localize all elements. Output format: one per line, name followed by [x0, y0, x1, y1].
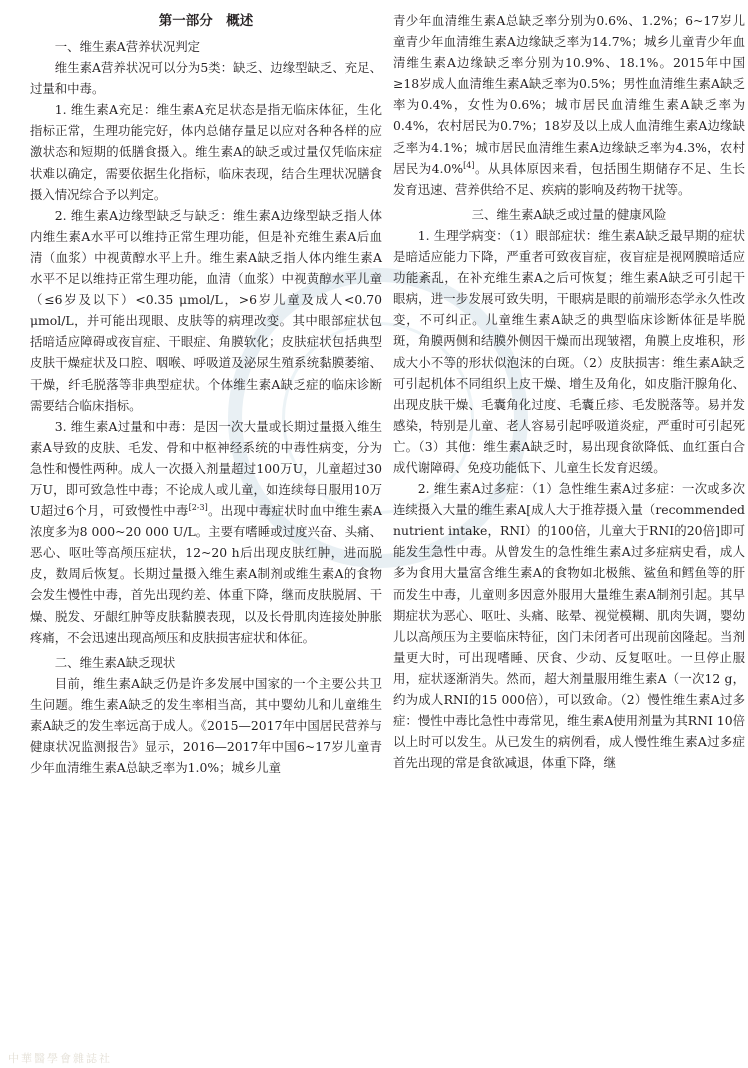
section-1-para-2: 2. 维生素A边缘型缺乏与缺乏：维生素A边缘型缺乏指人体内维生素A水平可以维持正常生理功能，但是补充维生素A后血清（血浆）中视黄醇水平上升。维生素A缺乏指人体内维生素A水平不足以维持正常生理功能，血清（血浆）中视黄醇水平儿童（≤6岁及以下）<0.35 μmol/L，>6岁儿童及成人<0.70 μmol/L，并可能出现眼、皮肤等的病理改变。其中眼部症状包括暗适应障碍或夜盲症、干眼症、角膜软化；皮肤症状包括典型皮肤干燥症状及口腔、咽喉、呼吸道及泌尿生殖系统黏膜萎缩、干燥，纤毛脱落等非典型症状。个体维生素A缺乏症的临床诊断需要结合临床指标。 — [30, 207, 382, 413]
citation-2-3: [2-3] — [188, 502, 208, 512]
section-1-heading: 一、维生素A营养状况判定 — [54, 39, 201, 54]
section-3-heading: 三、维生素A缺乏或过量的健康风险 — [471, 206, 667, 222]
section-1-para-3-text-b: 。出现中毒症状时血中维生素A浓度多为8 000~20 000 U/L。主要有嗜睡或过度兴奋、头痛、恶心、呕吐等高颅压症状，12~20 h后出现皮肤红肿，进而脱皮，数周后恢复。长期过量摄入维生素A制剂或维生素A的食物会发生慢性中毒，首先出现约差、体重下降，继而皮肤脱屑、干燥、脱发、牙龈红肿等皮肤黏膜表现，以及长骨肌肉连接处肿胀疼痛，不会迅速出现高颅压和皮肤损害症状和体征。 — [30, 503, 383, 645]
right-column — [393, 10, 745, 773]
citation-4: [4] — [463, 160, 475, 170]
footer-watermark: 中華醫學會雜誌社 — [8, 1052, 112, 1065]
section-1-para-3-text-a: 3. 维生素A过量和中毒：是因一次大量或长期过量摄入维生素A导致的皮肤、毛发、骨和中枢神经系统的中毒性病变，分为急性和慢性两种。成人一次摄入剂量超过100万U，儿童超过30万U，即可致急性中毒；不论成人或儿童，如连续每日服用10万U超过6个月，可致慢性中毒 — [30, 418, 382, 519]
section-2-para-1-cont — [393, 10, 745, 200]
section-2-para-1-end: 。从具体原因来看，包括围生期储存不足、生长发育迅速、营养供给不足、疾病的影响及药物干扰等。 — [393, 160, 746, 197]
section-2-para-1: 目前，维生素A缺乏仍是许多发展中国家的一个主要公共卫生问题。维生素A缺乏的发生率相当高，其中婴幼儿和儿童维生素A缺乏的发生率远高于成人。《2015—2017年中国居民营养与健康状况监测报告》显示，2016—2017年中国6~17岁儿童青少年血清维生素A总缺乏率为1.0%；城乡儿童 — [30, 675, 382, 776]
section-1-para-3 — [30, 416, 382, 648]
section-2-heading: 二、维生素A缺乏现状 — [54, 654, 176, 670]
section-1-para-1: 1. 维生素A充足：维生素A充足状态是指无临床体征，生化指标正常，生理功能完好，体内总储存量足以应对各种各样的应激状态和短期的低膳食摄入。维生素A的缺乏或过量仅凭临床症状难以确定，需要依据生化指标，临床表现，结合生理状况膳食摄入情况综合予以判定。 — [30, 102, 382, 202]
section-3-para-2: 2. 维生素A过多症：（1）急性维生素A过多症：一次或多次连续摄入大量的维生素A[成人大于推荐摄入量（recommended nutrient intake，RNI）的100倍，儿童大于RNI的20倍]即可能发生急性中毒。从曾发生的急性维生素A过多症病史看，成人多为食用大量富含维生素A的食物如北极熊、鲨鱼和鳕鱼等的肝而发生中毒，儿童则多因意外服用大量维生素A制剂引起。其早期症状为恶心、呕吐、头痛、眩晕、视觉模糊、肌肉失调，婴幼儿以高颅压为主要临床特征，囟门未闭者可出现前囟隆起。当剂量更大时，可出现嗜睡、厌食、少动、反复呕吐。一旦停止服用，症状逐渐消失。然而，超大剂量服用维生素A（一次12 g，约为成人RNI的15 000倍），可以致命。（2）慢性维生素A过多症：慢性中毒比急性中毒常见，维生素A使用剂量为其RNI 10倍以上时可以发生。从已发生的病例看，成人慢性维生素A过多症首先出现的常是食欲减退，体重下降，继 — [393, 481, 745, 771]
section-3-para-1: 1. 生理学病变：（1）眼部症状：维生素A缺乏最早期的症状是暗适应能力下降，严重者可致夜盲症，夜盲症是视网膜暗适应功能紊乱，在补充维生素A之后可恢复；维生素A缺乏可引起干眼病，进一步发展可致失明，干眼病是眼的前端形态学永久性改变，不可纠正。儿童维生素A缺乏的典型临床诊断体征是毕脱斑，角膜两侧和结膜外侧因干燥而出现皱褶，角膜上皮堆积，形成大小不等的形状似泡沫的白斑。（2）皮肤损害：维生素A缺乏可引起机体不同组织上皮干燥、增生及角化，如皮脂汗腺角化、出现皮肤干燥、毛囊角化过度、毛囊丘疹、毛发脱落等。易并发感染，特别是儿童、老人容易引起呼吸道炎症，严重时可引起死亡。（3）其他：维生素A缺乏时，易出现食欲降低、血红蛋白合成代谢障碍、免疫功能低下、儿童生长发育迟缓。 — [393, 227, 745, 475]
left-column — [30, 10, 382, 778]
section-2-para-1-cont-text: 青少年血清维生素A总缺乏率分别为0.6%、1.2%；6~17岁儿童青少年血清维生素A边缘缺乏率为14.7%；城乡儿童青少年血清维生素A边缘缺乏率分别为10.9%、18.1%。2015年中国≥18岁成人血清维生素A缺乏率为0.5%；男性血清维生素A缺乏率为0.4%，女性为0.6%；城市居民血清维生素A缺乏率为0.4%，农村居民为0.7%；18岁及以上成人血清维生素A边缘缺乏率为4.1%；城市居民血清维生素A边缘缺乏率为4.3%，农村居民为4.0% — [393, 13, 745, 176]
page-title: 第一部分 概述 — [158, 13, 254, 29]
section-1-intro: 维生素A营养状况可以分为5类：缺乏、边缘型缺乏、充足、过量和中毒。 — [30, 60, 382, 97]
